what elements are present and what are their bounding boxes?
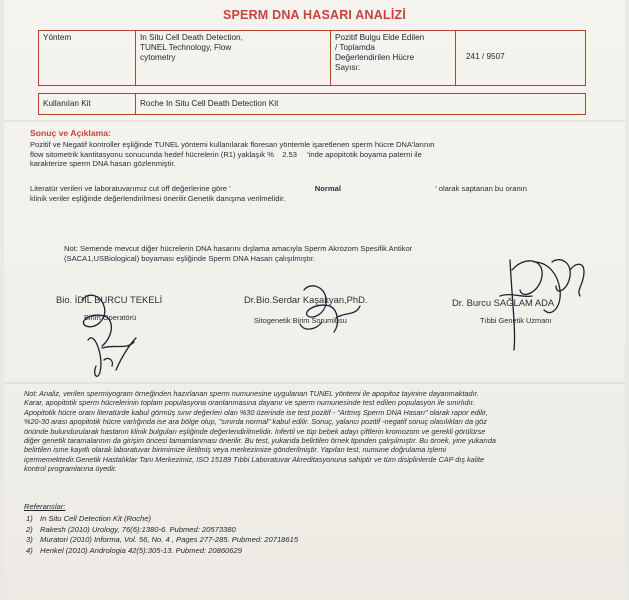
references-list — [26, 514, 298, 556]
reference-text: Muratori (2010) Informa, Vol. 56, No. 4 , Pages 277-285. Pubmed: 20718615 — [40, 535, 299, 545]
method-value-line: cytometry — [140, 53, 176, 62]
signature-name: Dr.Bio.Serdar Kaşakyan,PhD. — [244, 294, 368, 305]
disclaimer-line: içermemektedir.Genetik Hastalıklar Tanı Merkezimiz, ISO 15189 Tıbbi Laboratuvar Akreditasyonuna sahiptir ve tüm disiplinlerde CAP dış kalite — [24, 454, 485, 464]
method-value-line: In Situ Cell Death Detection, — [140, 33, 243, 42]
interpretation-paragraph — [30, 184, 590, 203]
paper-fold — [4, 382, 625, 384]
result-text: flow sitometrik kantitasyonu sonucunda hedef hücrelerin (R1) yaklaşık % — [30, 149, 274, 159]
reference-item — [26, 546, 298, 557]
disclaimer-line: Apopitotik hücre oranı literatürde kabul görmüş sınır değerleri olan %30 üzerinde ise test pozitif - "Artmış Sperm DNA Hasarı" olarak rapor edilir, — [24, 407, 488, 417]
signature-role: Sitogenetik Birim Sorumlusu — [254, 316, 347, 325]
reference-number: 4) — [26, 545, 33, 555]
damage-percent: 2.53 — [282, 149, 297, 159]
cell-count-label-line: / Toplamda — [335, 43, 375, 52]
note-line: Not: Semende mevcut diğer hücrelerin DNA hasarını dışlama amacıyla Sperm Akrozom Spesifik Antikor — [64, 244, 413, 253]
interpretation-text: ' olarak saptanan bu oranın — [435, 184, 527, 193]
signature-name: Dr. Burcu SAĞLAM ADA — [452, 297, 555, 308]
disclaimer-line: Karar, apopitotik sperm hücrelerinin toplam populasyona oranlanmasına dayanır ve sperm numunesinde test edilen populasyon ile sınırlıdır. — [24, 398, 475, 408]
disclaimer-line: diğer genetik taramalarının da girişim öncesi tamamlanması önerilir. Bu test, yukarıda belirtilen örnek tipinden çalışılmıştır. Bu örnek, yine yukarıda — [24, 436, 496, 446]
references-heading: Referanslar: — [24, 502, 66, 511]
result-line: Pozitif ve Negatif kontroller eşliğinde TUNEL yöntemi kullanılarak floresan yöntemle işaretlenen sperm hücre DNA'larının — [30, 140, 435, 149]
cell-count-label-line: Sayısı: — [335, 63, 361, 72]
reference-number: 2) — [26, 524, 33, 534]
signature-scribble — [300, 286, 360, 332]
signature-scribble — [82, 295, 136, 376]
acrosome-note — [64, 244, 544, 263]
reference-number: 1) — [26, 514, 33, 523]
signature-name: Bio. İDİL BURCU TEKELİ — [56, 294, 163, 305]
reference-item — [26, 525, 298, 536]
result-text: 'inde apopitotik boyama paterni ile — [307, 149, 422, 159]
cell-count-label — [331, 31, 456, 86]
interpretation-line — [30, 184, 590, 194]
disclaimer-line: Not: Analiz, verilen spermiyogram örneğinden hazırlanan sperm numunesine uygulanan TUNEL yöntemi ile apopitoz tayinine dayanmaktadır. — [24, 389, 479, 398]
method-value — [136, 31, 331, 86]
reference-text: Henkel (2010) Andrologia 42(5):305-13. Pubmed: 20860629 — [40, 545, 242, 555]
interpretation-text: Literatür verileri ve laboratuvarımız cut off değerlerine göre ' — [30, 184, 231, 193]
cell-count-label-line: Pozitif Bulgu Elde Edilen — [335, 33, 425, 42]
reference-number: 3) — [26, 535, 33, 545]
result-paragraph — [30, 140, 590, 169]
method-table — [38, 30, 586, 86]
report-title: SPERM DNA HASARI ANALİZİ — [222, 8, 407, 22]
interpretation-line: klinik veriler eşliğinde değerlendirilmesi önerilir.Genetik danışma verilmelidir. — [30, 193, 286, 203]
report-page — [4, 0, 625, 600]
kit-table — [38, 93, 586, 115]
reference-text: In Situ Cell Detection Kit (Roche) — [40, 514, 151, 523]
disclaimer-line: %20-30 arası apopitotik hücre varlığında ise ara bölge olup, "sınırda normal" kabul edilir. Sonuç, yalancı pozitif -negatif sonuç olasılıkları da göz — [24, 417, 487, 427]
kit-value: Roche In Situ Cell Death Detection Kit — [136, 94, 586, 115]
result-line — [30, 150, 590, 160]
disclaimer-line: belirtilen isme kayıtlı olarak laboratuvar birimimize iletilmiş veya merkezimize gönderilmiştir. Yapılan test, numune doğrulama işlemi — [24, 445, 447, 455]
reference-item — [26, 514, 298, 525]
disclaimer-note — [24, 389, 614, 474]
signature-role: Birim Operatörü — [84, 313, 137, 322]
method-value-line: TUNEL Technology, Flow — [140, 43, 232, 52]
method-label: Yöntem — [39, 31, 136, 86]
result-status: Normal — [314, 184, 341, 193]
paper-fold — [4, 120, 625, 122]
result-line: karakterize sperm DNA hasarı gözlenmiştir. — [30, 159, 176, 169]
signature-role: Tıbbi Genetik Uzmanı — [480, 316, 552, 325]
reference-item — [26, 535, 298, 546]
note-line: (SACA1,USBiological) boyaması eşliğinde Sperm DNA Hasarı çalışılmıştır. — [64, 253, 316, 263]
result-heading: Sonuç ve Açıklama: — [30, 128, 111, 138]
kit-label: Kullanılan Kit — [39, 94, 136, 115]
reference-text: Rakesh (2010) Urology, 76(6):1380-6. Pubmed: 20573380 — [40, 524, 236, 534]
disclaimer-line: önünde bulundurularak hastanın klinik bulguları eşliğinde değerlendirilmelidir. İnfertil ve tüp bebek adayı çiftlerin kromozom ve gerekli görülürse — [24, 426, 486, 436]
disclaimer-line: kontrol programlarına üyedir. — [24, 464, 118, 474]
cell-count-label-line: Değerlendirilen Hücre — [335, 53, 415, 62]
cell-count-value: 241 / 9507 — [456, 31, 586, 86]
